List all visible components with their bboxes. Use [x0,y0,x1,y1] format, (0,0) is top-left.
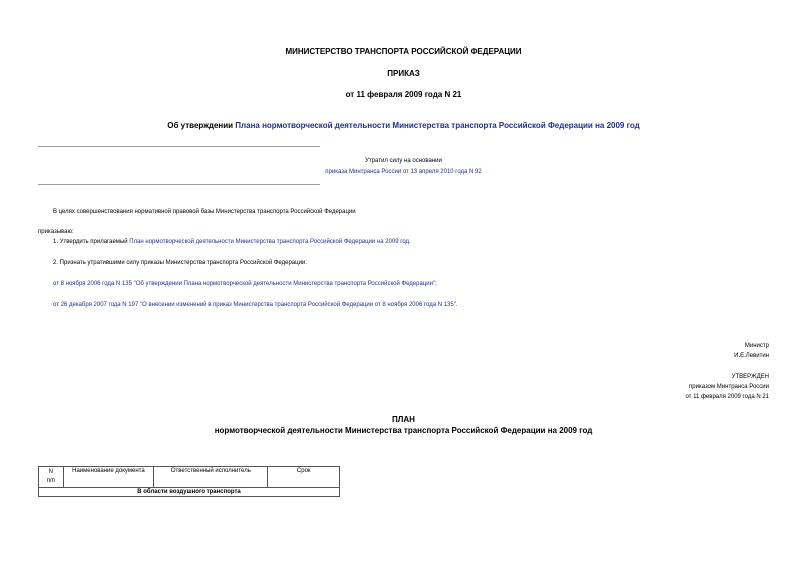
intro-paragraph: В целях совершенствования нормативной правовой базы Министерства транспорта Российской Федерации [53,209,356,215]
order-word: приказываю: [38,229,74,235]
section-air-transport: В области воздушного транспорта [39,488,340,497]
col-term-header: Срок [268,467,340,488]
document-date-number: от 11 февраля 2009 года N 21 [345,90,462,99]
approval-order: приказом Минтранса России [689,384,769,390]
col-number-header: N п/п [39,467,64,488]
plan-link[interactable]: Плана нормотворческой деятельности Министерства транспорта Российской Федерации на 2009 год [235,121,640,130]
repeal-link-1[interactable]: от 8 ноября 2006 года N 135 "Об утверждении Плана нормотворческой деятельности Министерства транспорта Российской Федерации"; [53,281,437,287]
item-1-suffix: . [409,239,411,245]
plan-table [38,466,340,497]
item-1-plan-link[interactable]: План нормотворческой деятельности Министерства транспорта Российской Федерации на 2009 год [129,239,410,245]
col-responsible-header: Ответственный исполнитель [154,467,268,488]
document-subject [0,121,807,130]
ministry-title: МИНИСТЕРСТВО ТРАНСПОРТА РОССИЙСКОЙ ФЕДЕРАЦИИ [285,47,522,56]
status-note: Утратил силу на основании [365,158,442,164]
repeal-link-2[interactable]: от 26 декабря 2007 года N 197 "О внесении изменений в приказ Министерства транспорта Российской Федерации от 8 ноября 2006 года N 135". [53,302,458,308]
document-type: ПРИКАЗ [387,69,420,78]
divider-bottom [38,184,320,185]
item-1-prefix: 1. Утвердить прилагаемый [53,239,130,245]
plan-title: ПЛАН [392,415,415,424]
subject-prefix: Об утверждении [167,121,236,130]
table-section-row [39,488,340,497]
item-2: 2. Признать утратившими силу приказы Министерства транспорта Российской Федерации: [53,260,307,266]
table-header-row [39,467,340,488]
item-1 [53,239,411,245]
repeal-order-link[interactable]: приказа Минтранса России от 13 апреля 2010 года N 92 [325,169,482,175]
approval-stamp: УТВЕРЖДЕН [731,374,769,380]
signature-title: Министр [744,343,769,349]
plan-subtitle: нормотворческой деятельности Министерства транспорта Российской Федерации на 2009 год [214,426,593,435]
divider-top [38,146,320,147]
signature-name: И.Е.Левитин [734,353,769,359]
col-name-header: Наименование документа [63,467,154,488]
approval-date: от 11 февраля 2009 года N 21 [685,394,769,400]
